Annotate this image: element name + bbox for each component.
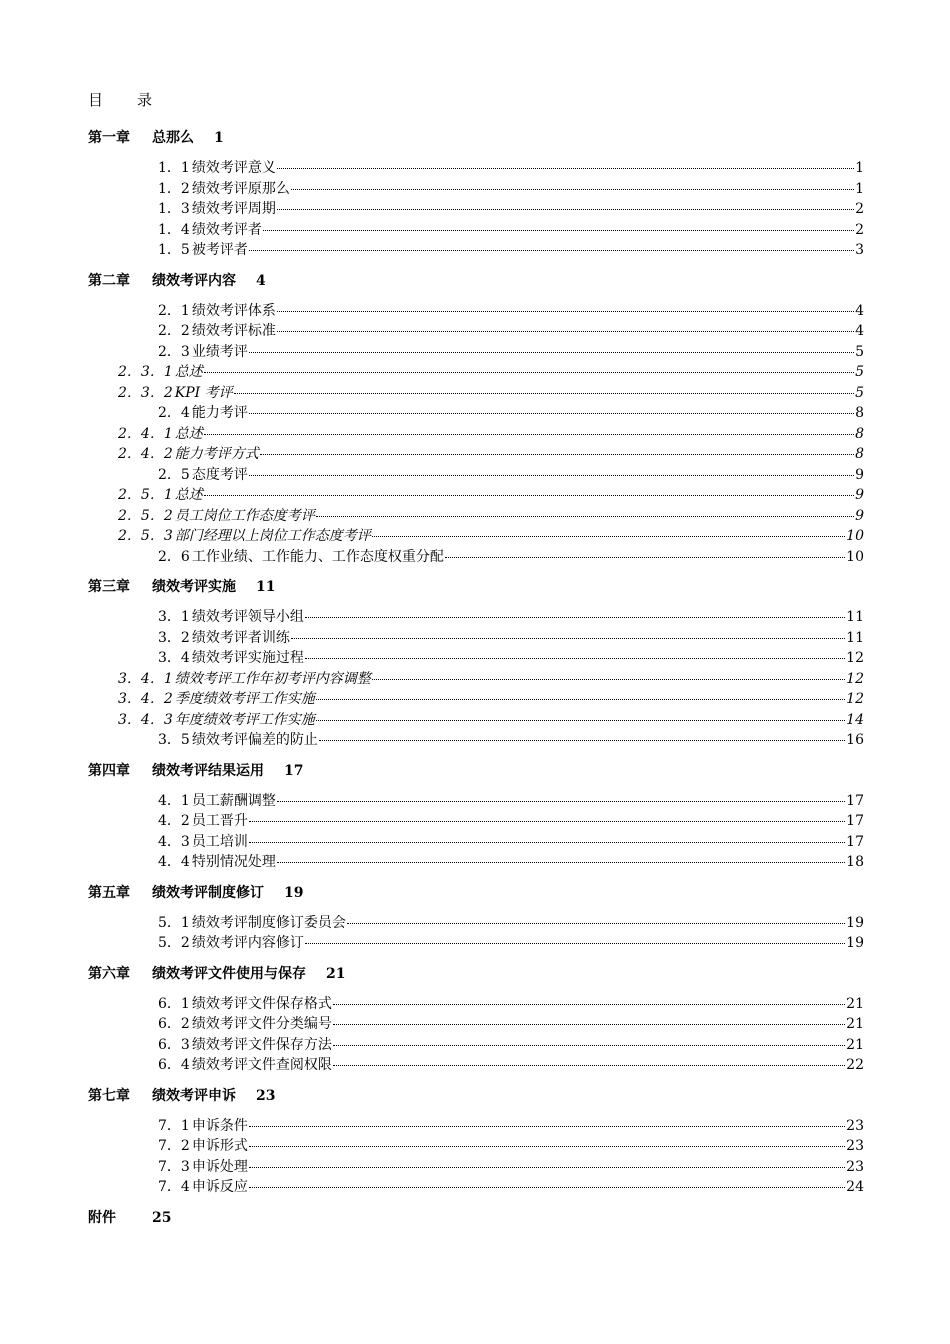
- entry-number: 4．4: [158, 854, 190, 870]
- entry-number: 3．2: [158, 629, 190, 646]
- entry-number: 3．4．3: [118, 711, 173, 728]
- entry-page-number: 12: [846, 670, 864, 687]
- entry-number: 2．4．2: [118, 446, 173, 462]
- dot-leader: [291, 189, 854, 190]
- entry-text: 绩效考评实施过程: [191, 650, 304, 666]
- entry-text: 部门经理以上岗位工作态度考评: [174, 528, 371, 544]
- chapter-label: 第二章: [88, 272, 130, 289]
- toc-entry[interactable]: [0, 301, 864, 322]
- entry-number: 7．3: [158, 1158, 190, 1175]
- toc-chapter[interactable]: [0, 761, 950, 781]
- entry-number: 2．5: [158, 466, 190, 483]
- toc-entry[interactable]: [0, 994, 864, 1015]
- entry-text: 绩效考评原那么: [191, 180, 290, 197]
- entry-page-number: 9: [855, 466, 864, 483]
- chapter-page-number: 17: [284, 762, 304, 779]
- dot-leader: [277, 168, 854, 169]
- chapter-page-number: 4: [256, 272, 266, 289]
- toc-entry[interactable]: [0, 648, 864, 669]
- toc-entry[interactable]: [0, 852, 864, 873]
- entry-number: 6．2: [158, 1016, 190, 1032]
- entry-number: 2．5．2: [118, 507, 173, 524]
- entry-page-number: 5: [855, 364, 864, 380]
- dot-leader: [260, 454, 854, 455]
- chapter-label: 第四章: [88, 762, 130, 779]
- chapter-label: 附件: [88, 1209, 116, 1226]
- dot-leader: [333, 1045, 845, 1046]
- chapter-label: 第三章: [88, 579, 130, 595]
- entry-page-number: 21: [846, 1036, 864, 1053]
- entry-page-number: 17: [846, 813, 864, 829]
- dot-leader: [204, 434, 854, 435]
- chapter-title: 绩效考评内容: [152, 272, 236, 289]
- toc-entry[interactable]: [0, 403, 864, 424]
- toc-entry[interactable]: [0, 465, 864, 486]
- entry-number: 1．5: [158, 242, 190, 258]
- entry-text: 绩效考评内容修订: [191, 935, 304, 951]
- toc-entry[interactable]: [0, 526, 864, 547]
- entry-page-number: 12: [846, 650, 864, 666]
- entry-number: 2．4: [158, 405, 190, 421]
- entry-text: 能力考评: [191, 405, 248, 421]
- chapter-title: 绩效考评实施: [152, 579, 236, 595]
- entry-text: 季度绩效考评工作实施: [174, 691, 315, 707]
- toc-chapter[interactable]: [0, 577, 950, 597]
- dot-leader: [249, 842, 845, 843]
- dot-leader: [277, 801, 845, 802]
- dot-leader: [234, 393, 854, 394]
- toc-entry[interactable]: [0, 506, 864, 527]
- entry-number: 3．4: [158, 650, 190, 666]
- entry-text: 工作业绩、工作能力、工作态度权重分配: [191, 548, 444, 565]
- entry-page-number: 10: [846, 548, 864, 565]
- chapter-title: 绩效考评制度修订: [152, 884, 264, 901]
- entry-page-number: 8: [855, 405, 864, 421]
- chapter-page-number: 1: [214, 130, 224, 146]
- entry-page-number: 21: [846, 1016, 864, 1032]
- chapter-page-number: 11: [256, 579, 276, 595]
- entry-page-number: 23: [846, 1117, 864, 1134]
- entry-text: 员工晋升: [191, 813, 248, 829]
- entry-number: 1．1: [158, 160, 190, 176]
- toc-entry[interactable]: [0, 485, 864, 506]
- toc-entry[interactable]: [0, 240, 864, 261]
- chapter-page-number: 21: [326, 965, 346, 982]
- toc-entry[interactable]: [0, 1136, 864, 1157]
- chapter-label: 第五章: [88, 884, 130, 901]
- chapter-title: 绩效考评文件使用与保存: [152, 965, 306, 982]
- entry-text: 绩效考评制度修订委员会: [191, 914, 346, 931]
- entry-text: 总述: [174, 425, 203, 442]
- dot-leader: [249, 475, 854, 476]
- toc-chapter[interactable]: [0, 271, 950, 291]
- toc-entry[interactable]: [0, 158, 864, 179]
- entry-number: 4．3: [158, 833, 190, 850]
- page-title: [88, 90, 152, 110]
- entry-text: 申诉形式: [191, 1138, 248, 1154]
- entry-number: 2．3．2: [118, 384, 173, 401]
- toc-entry[interactable]: [0, 669, 864, 690]
- entry-page-number: 14: [846, 711, 864, 728]
- entry-text: 申诉反应: [191, 1179, 248, 1195]
- entry-number: 2．6: [158, 548, 190, 565]
- toc-entry[interactable]: [0, 220, 864, 241]
- dot-leader: [249, 1187, 845, 1188]
- chapter-title: 绩效考评申诉: [152, 1087, 236, 1104]
- entry-page-number: 5: [855, 384, 864, 401]
- entry-text: 绩效考评偏差的防止: [191, 732, 318, 748]
- entry-page-number: 21: [846, 995, 864, 1012]
- entry-text: 业绩考评: [191, 343, 248, 360]
- entry-page-number: 11: [846, 609, 864, 625]
- toc-entry[interactable]: [0, 1177, 864, 1198]
- entry-text: 态度考评: [191, 466, 248, 483]
- entry-number: 7．4: [158, 1179, 190, 1195]
- entry-text: 员工岗位工作态度考评: [174, 507, 315, 524]
- entry-page-number: 19: [846, 935, 864, 951]
- entry-text: 绩效考评体系: [191, 302, 276, 319]
- entry-page-number: 17: [846, 833, 864, 850]
- dot-leader: [249, 1126, 845, 1127]
- toc-entry[interactable]: [0, 689, 864, 710]
- entry-number: 5．1: [158, 914, 190, 931]
- entry-number: 5．2: [158, 935, 190, 951]
- entry-text: 总述: [174, 487, 203, 503]
- entry-number: 2．3: [158, 343, 190, 360]
- entry-text: 员工薪酬调整: [191, 792, 276, 809]
- toc-entry[interactable]: [0, 607, 864, 628]
- dot-leader: [277, 862, 845, 863]
- page-title-right: 录: [137, 91, 153, 109]
- toc-entry[interactable]: [0, 1157, 864, 1178]
- entry-text: 绩效考评文件保存格式: [191, 995, 332, 1012]
- chapter-label: 第一章: [88, 130, 130, 146]
- dot-leader: [333, 1004, 845, 1005]
- dot-leader: [249, 1167, 845, 1168]
- entry-page-number: 10: [846, 528, 864, 544]
- toc-entry[interactable]: [0, 832, 864, 853]
- entry-number: 4．1: [158, 792, 190, 809]
- entry-number: 7．1: [158, 1117, 190, 1134]
- toc-entry[interactable]: [0, 444, 864, 465]
- dot-leader: [277, 311, 854, 312]
- entry-text: 特别情况处理: [191, 854, 276, 870]
- entry-page-number: 8: [855, 425, 864, 442]
- dot-leader: [249, 821, 845, 822]
- entry-text: 申诉条件: [191, 1117, 248, 1134]
- toc-entry[interactable]: [0, 199, 864, 220]
- entry-page-number: 23: [846, 1158, 864, 1175]
- toc-entry[interactable]: [0, 933, 864, 954]
- entry-page-number: 18: [846, 854, 864, 870]
- dot-leader: [277, 209, 854, 210]
- toc-entry[interactable]: [0, 811, 864, 832]
- toc-chapter[interactable]: [0, 883, 950, 903]
- entry-text: 绩效考评标准: [191, 323, 276, 339]
- toc-entry[interactable]: [0, 547, 864, 568]
- entry-page-number: 4: [855, 323, 864, 339]
- entry-number: 6．4: [158, 1057, 190, 1073]
- entry-text: 绩效考评领导小组: [191, 609, 304, 625]
- entry-page-number: 3: [855, 242, 864, 258]
- chapter-title: 总那么: [152, 130, 194, 146]
- dot-leader: [305, 943, 845, 944]
- entry-number: 2．5．3: [118, 528, 173, 544]
- entry-number: 7．2: [158, 1138, 190, 1154]
- dot-leader: [249, 1146, 845, 1147]
- toc-entry[interactable]: [0, 1014, 864, 1035]
- entry-number: 2．2: [158, 323, 190, 339]
- toc-entry[interactable]: [0, 730, 864, 751]
- dot-leader: [291, 638, 845, 639]
- dot-leader: [445, 557, 845, 558]
- dot-leader: [333, 1024, 845, 1025]
- entry-page-number: 11: [846, 629, 864, 646]
- entry-page-number: 1: [855, 180, 864, 197]
- entry-page-number: 8: [855, 446, 864, 462]
- dot-leader: [249, 413, 854, 414]
- entry-text: 绩效考评文件保存方法: [191, 1036, 332, 1053]
- entry-number: 1．3: [158, 201, 190, 217]
- entry-number: 1．2: [158, 180, 190, 197]
- page-title-left: 目: [88, 91, 104, 109]
- entry-number: 4．2: [158, 813, 190, 829]
- entry-number: 2．5．1: [118, 487, 173, 503]
- entry-number: 1．4: [158, 221, 190, 238]
- entry-text: 绩效考评文件查阅权限: [191, 1057, 332, 1073]
- entry-number: 3．5: [158, 732, 190, 748]
- entry-number: 6．1: [158, 995, 190, 1012]
- dot-leader: [319, 740, 845, 741]
- entry-text: 被考评者: [191, 242, 248, 258]
- dot-leader: [249, 250, 854, 251]
- dot-leader: [204, 372, 854, 373]
- dot-leader: [316, 699, 845, 700]
- entry-text: 绩效考评意义: [191, 160, 276, 176]
- toc-chapter[interactable]: [0, 1086, 950, 1106]
- entry-page-number: 22: [846, 1057, 864, 1073]
- entry-number: 3．1: [158, 609, 190, 625]
- entry-page-number: 9: [855, 487, 864, 503]
- table-of-contents: [0, 128, 950, 1238]
- entry-text: 能力考评方式: [174, 446, 259, 462]
- toc-entry[interactable]: [0, 710, 864, 731]
- entry-text: 绩效考评者: [191, 221, 262, 238]
- toc-entry[interactable]: [0, 383, 864, 404]
- toc-entry[interactable]: [0, 179, 864, 200]
- entry-page-number: 5: [855, 343, 864, 360]
- entry-text: 申诉处理: [191, 1158, 248, 1175]
- entry-page-number: 2: [855, 201, 864, 217]
- entry-page-number: 17: [846, 792, 864, 809]
- entry-text: 绩效考评文件分类编号: [191, 1016, 332, 1032]
- toc-entry[interactable]: [0, 362, 864, 383]
- toc-entry[interactable]: [0, 791, 864, 812]
- entry-text: 绩效考评工作年初考评内容调整: [174, 670, 371, 687]
- dot-leader: [372, 536, 845, 537]
- entry-number: 6．3: [158, 1036, 190, 1053]
- entry-text: KPI 考评: [174, 384, 233, 401]
- chapter-page-number: 23: [256, 1087, 276, 1104]
- dot-leader: [305, 658, 845, 659]
- toc-entry[interactable]: [0, 1116, 864, 1137]
- toc-entry[interactable]: [0, 628, 864, 649]
- entry-page-number: 4: [855, 302, 864, 319]
- chapter-title: 绩效考评结果运用: [152, 762, 264, 779]
- entry-page-number: 9: [855, 507, 864, 524]
- entry-page-number: 16: [846, 732, 864, 748]
- dot-leader: [372, 679, 845, 680]
- chapter-label: 第七章: [88, 1087, 130, 1104]
- toc-chapter[interactable]: [0, 1208, 950, 1228]
- dot-leader: [333, 1065, 845, 1066]
- entry-text: 员工培训: [191, 833, 248, 850]
- chapter-page-number: 19: [284, 884, 304, 901]
- entry-number: 3．4．2: [118, 691, 173, 707]
- entry-text: 绩效考评周期: [191, 201, 276, 217]
- entry-page-number: 2: [855, 221, 864, 238]
- toc-entry[interactable]: [0, 1035, 864, 1056]
- dot-leader: [204, 495, 854, 496]
- dot-leader: [305, 617, 845, 618]
- dot-leader: [249, 352, 854, 353]
- dot-leader: [316, 516, 854, 517]
- entry-page-number: 23: [846, 1138, 864, 1154]
- chapter-page-number: 25: [152, 1209, 172, 1226]
- entry-text: 绩效考评者训练: [191, 629, 290, 646]
- toc-entry[interactable]: [0, 424, 864, 445]
- entry-text: 年度绩效考评工作实施: [174, 711, 315, 728]
- dot-leader: [277, 331, 854, 332]
- entry-number: 2．1: [158, 302, 190, 319]
- toc-chapter[interactable]: [0, 964, 950, 984]
- entry-page-number: 19: [846, 914, 864, 931]
- chapter-label: 第六章: [88, 965, 130, 982]
- entry-number: 2．4．1: [118, 425, 173, 442]
- toc-entry[interactable]: [0, 342, 864, 363]
- toc-entry[interactable]: [0, 1055, 864, 1076]
- entry-page-number: 1: [855, 160, 864, 176]
- entry-page-number: 12: [846, 691, 864, 707]
- toc-chapter[interactable]: [0, 128, 950, 148]
- toc-entry[interactable]: [0, 321, 864, 342]
- entry-page-number: 24: [846, 1179, 864, 1195]
- dot-leader: [347, 923, 845, 924]
- toc-entry[interactable]: [0, 913, 864, 934]
- dot-leader: [316, 720, 845, 721]
- entry-text: 总述: [174, 364, 203, 380]
- entry-number: 3．4．1: [118, 670, 173, 687]
- entry-number: 2．3．1: [118, 364, 173, 380]
- dot-leader: [263, 230, 854, 231]
